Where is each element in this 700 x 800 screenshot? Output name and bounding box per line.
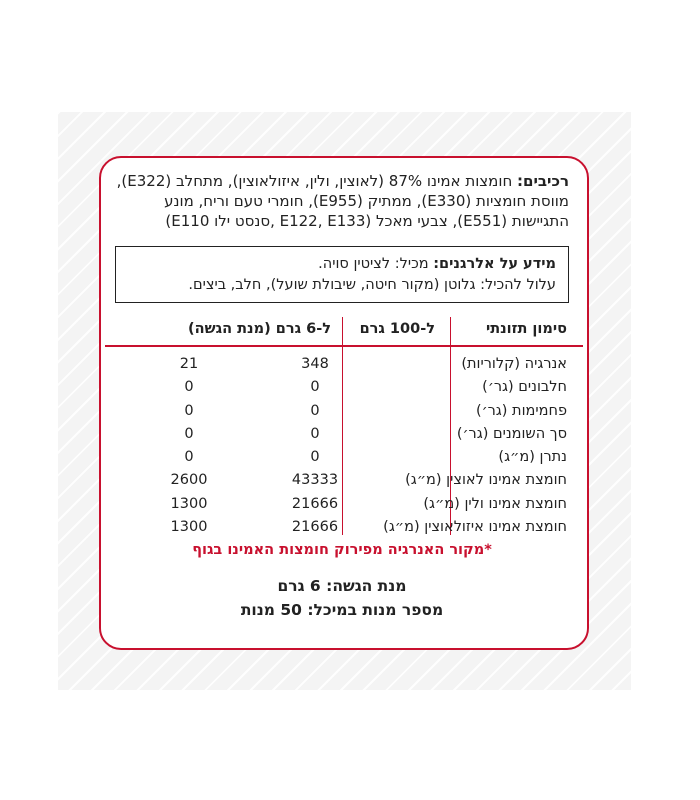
- ingredients-section: [115, 171, 569, 231]
- nutrient-name: חומצת אמינו לאוצין (מ״ג): [405, 472, 567, 489]
- table-row: [115, 446, 569, 469]
- table-body: [115, 353, 569, 539]
- value-per-serving: 2600: [170, 472, 208, 489]
- allergen-contains: מכיל: לציטין סויה.: [318, 256, 429, 272]
- nutrient-name: סך השומנים (גר׳): [456, 425, 567, 442]
- servings-per-container: מספר מנות במיכל: 50 מנות: [240, 601, 444, 619]
- ingredients-label: רכיבים:: [517, 172, 569, 190]
- serving-info: [115, 574, 569, 622]
- header-per-100g: ל-100 גרם: [359, 321, 435, 337]
- nutrition-table: [115, 317, 569, 547]
- value-per-serving: 0: [184, 379, 194, 396]
- nutrition-label-card: [99, 156, 589, 650]
- energy-source-footnote: *מקור האנרגיה מפירוק חומצות האמינו בגוף: [192, 542, 492, 558]
- nutrient-name: נתרן (מ״ג): [498, 449, 567, 466]
- header-nutrition-facts: סימון תזונתי: [485, 321, 567, 337]
- nutrient-name: חומצת אמינו ולין (מ״ג): [423, 495, 567, 512]
- value-per-100g: 348: [301, 356, 329, 372]
- value-per-serving: 0: [184, 425, 194, 442]
- ingredients-text: חומצות אמינו 87% (לאוצין, ולין, איזולאוצין), מתחלב (E322), מווסת חומציות (E330), ממתיק (E955), חומרי טעם וריח, מונע התגיישות (E551), צבעי מאכל (E122, E133 ,סנסט ילו E110): [116, 172, 569, 230]
- table-row: [115, 423, 569, 446]
- nutrient-name: אנרגיה (קלוריות): [461, 356, 567, 372]
- value-per-serving: 0: [184, 449, 194, 466]
- table-row: [115, 376, 569, 399]
- value-per-100g: 0: [310, 425, 320, 442]
- value-per-100g: 0: [310, 379, 320, 396]
- value-per-serving: 1300: [170, 519, 208, 536]
- allergen-box: [115, 246, 569, 303]
- table-row: [115, 469, 569, 492]
- table-row: [115, 516, 569, 539]
- serving-size: מנת הגשה: 6 גרם: [277, 577, 407, 595]
- value-per-100g: 0: [310, 449, 320, 466]
- value-per-100g: 0: [310, 402, 320, 419]
- header-per-serving: ל-6 גרם (מנת הגשה): [188, 321, 331, 337]
- nutrient-name: פחמימות (גר׳): [475, 402, 567, 419]
- allergen-label: מידע על אלרגנים:: [433, 256, 556, 272]
- table-row: [115, 400, 569, 423]
- nutrient-name: חומצת אמינו איזולאוצין (מ״ג): [383, 519, 567, 536]
- value-per-100g: 21666: [291, 495, 339, 512]
- value-per-100g: 43333: [291, 472, 339, 489]
- value-per-serving: 21: [179, 356, 199, 372]
- value-per-serving: 1300: [170, 495, 208, 512]
- value-per-serving: 0: [184, 402, 194, 419]
- table-row: [115, 493, 569, 516]
- value-per-100g: 21666: [291, 519, 339, 536]
- table-row: [115, 353, 569, 376]
- nutrient-name: חלבונים (גר׳): [482, 379, 567, 396]
- allergen-may-contain: עלול להכיל: גלוטן (מקור חיטה, שיבולת שועל), חלב, ביצים.: [188, 277, 556, 293]
